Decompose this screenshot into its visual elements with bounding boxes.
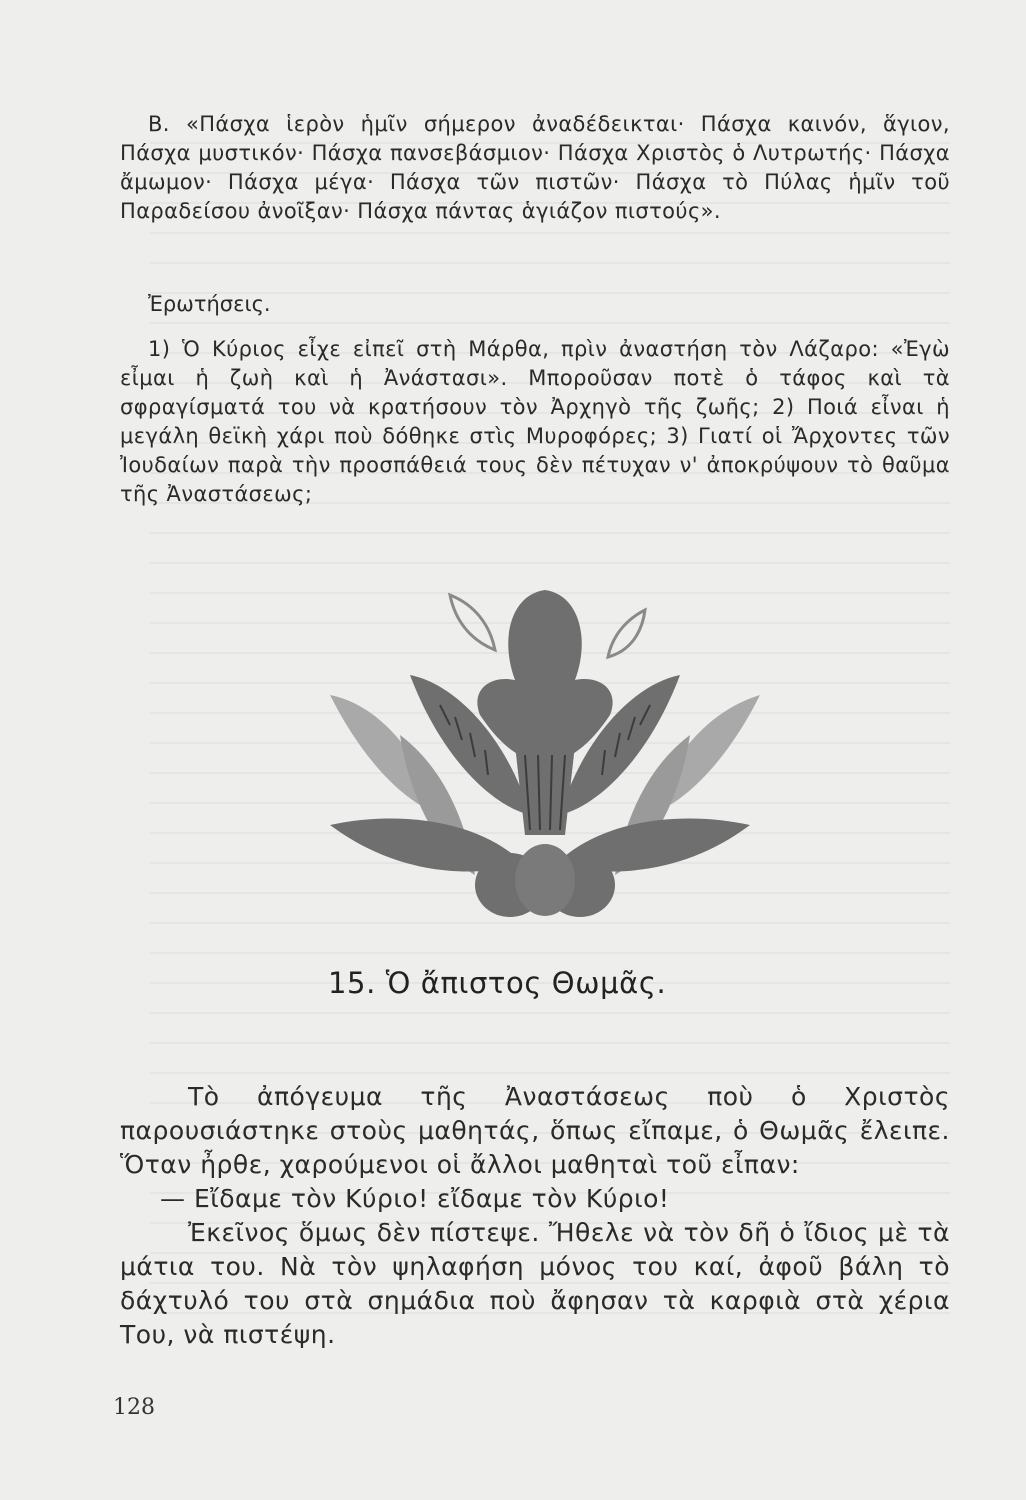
sprout-right [608, 610, 645, 657]
body-paragraph: Τὸ ἀπόγευμα τῆς Ἀναστάσεως ποὺ ὁ Χριστὸς παρουσιάστηκε στοὺς μαθητάς, ὅπως εἴπαμε, ὁ Θωμᾶς ἔλειπε. Ὅταν ἦρθε, χαρούμενοι οἱ ἄλλοι μαθηταὶ τοῦ εἶπαν: [120, 1082, 950, 1179]
central-stalk [515, 745, 575, 835]
body-paragraph: Ἐκεῖνος ὅμως δὲν πίστεψε. Ἤθελε νὰ τὸν δῆ ὁ ἴδιος μὲ τὰ μάτια του. Νὰ τὸν ψηλαφήση μόνος του καί, ἀφοῦ βάλη τὸ δάχτυλό του στὰ σημάδια ποὺ ἄφησαν τὰ καρφιὰ στὰ χέρια Του, νὰ πιστέψη. [120, 1218, 950, 1349]
chapter-body [120, 1080, 950, 1352]
body-dialogue: — Εἴδαμε τὸν Κύριο! εἴδαμε τὸν Κύριο! [160, 1184, 670, 1213]
page-number: 128 [113, 1395, 155, 1420]
central-petal [477, 590, 612, 765]
base-bulb-center [515, 844, 575, 916]
lotus-flower-ornament-icon [290, 585, 790, 935]
questions-text: 1) Ὁ Κύριος εἶχε εἰπεῖ στὴ Μάρθα, πρὶν ἀναστήση τὸν Λάζαρο: «Ἐγὼ εἶμαι ἡ ζωὴ καὶ ἡ Ἀνάστασι». Μποροῦσαν ποτὲ ὁ τάφος καὶ τὰ σφραγίσματά του νὰ κρατήσουν τὸν Ἀρχηγὸ τῆς ζωῆς; 2) Ποιά εἶναι ἡ μεγάλη θεϊκὴ χάρι ποὺ δόθηκε στὶς Μυροφόρες; 3) Γιατί οἱ Ἄρχοντες τῶν Ἰουδαίων παρὰ τὴν προσπάθειά τους δὲν πέτυχαν ν' ἀποκρύψουν τὸ θαῦμα τῆς Ἀναστάσεως; [120, 337, 950, 506]
questions-heading: Ἐρωτήσεις. [148, 292, 271, 316]
chapter-title: 15. Ὁ ἄπιστος Θωμᾶς. [328, 966, 667, 1000]
easter-hymn-quote: Β. «Πάσχα ἱερὸν ἡμῖν σήμερον ἀναδέδεικται· Πάσχα καινόν, ἅγιον, Πάσχα μυστικόν· Πάσχα πανσεβάσμιον· Πάσχα Χριστὸς ὁ Λυτρωτής· Πάσχα ἄμωμον· Πάσχα μέγα· Πάσχα τῶν πιστῶν· Πάσχα τὸ Πύλας ἡμῖν τοῦ Παραδείσου ἀνοῖξαν· Πάσχα πάντας ἁγιάζον πιστούς». [120, 112, 950, 223]
sprout-left [450, 595, 495, 650]
